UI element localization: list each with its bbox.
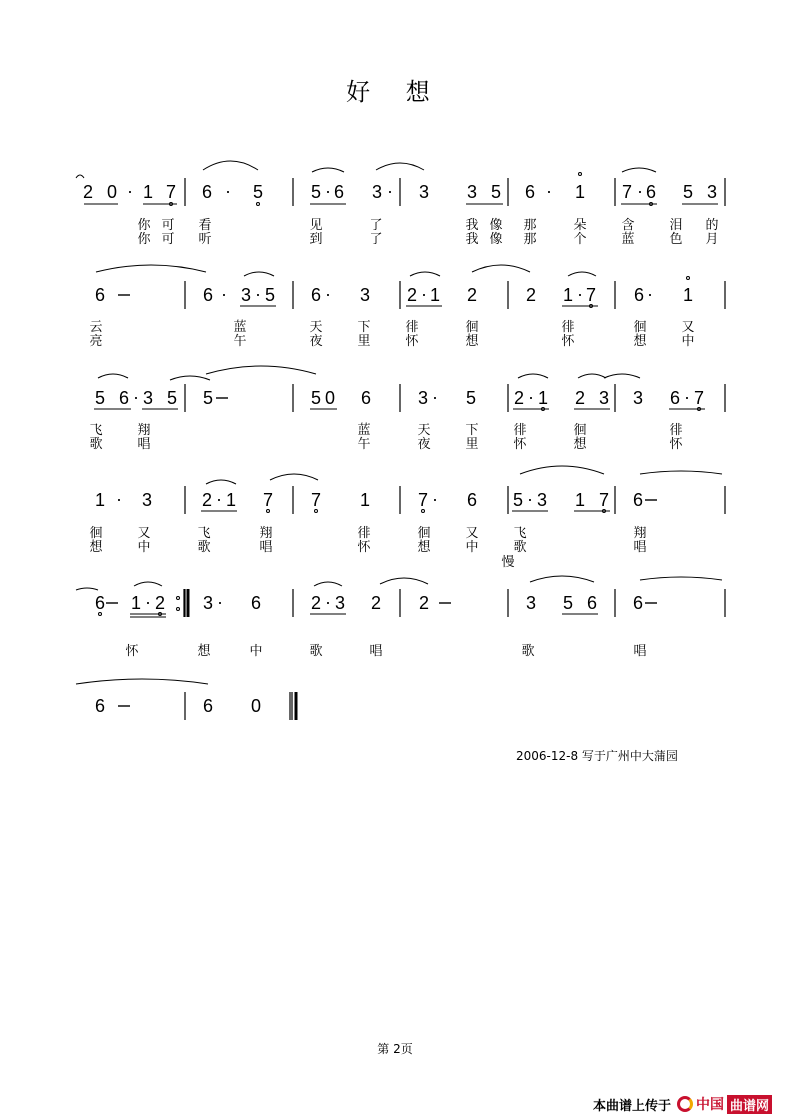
lyric-syllable: 你 (137, 218, 151, 233)
lyric-syllable: 想 (417, 540, 431, 555)
slur (96, 265, 206, 272)
lyric-syllable: 徊 (417, 526, 431, 541)
slur (568, 272, 596, 276)
note-digit: 2 (466, 285, 478, 305)
slur (76, 175, 84, 178)
upload-text: 本曲谱上传于 (592, 1098, 671, 1114)
lyric-syllable: 又 (137, 526, 151, 541)
note-digit: 3 (525, 593, 537, 613)
duration-dot: · (221, 284, 227, 304)
note-digit: 6 (586, 593, 598, 613)
note-digit: 5 (94, 388, 106, 408)
lyric-syllable: 里 (465, 437, 479, 452)
lyric-syllable: 唱 (633, 540, 647, 555)
note-digit: 6 (201, 182, 213, 202)
note-digit: 6 (310, 285, 322, 305)
slur (76, 679, 208, 684)
lyric-syllable: 歌 (309, 644, 323, 659)
note-digits (83, 181, 717, 716)
site-logo[interactable] (677, 1094, 772, 1114)
lyric-syllable: 想 (573, 437, 587, 452)
lyric-syllable: 蓝 (357, 423, 371, 438)
duration-dot: · (116, 489, 122, 509)
lyric-syllable: 怀 (669, 437, 683, 452)
note-digit: 7 (165, 182, 177, 202)
slur (312, 168, 344, 172)
lyric-syllable: 徘 (561, 320, 575, 335)
slur (206, 366, 316, 374)
lyric-syllable: 中 (465, 540, 479, 555)
note-digit: 3 (371, 182, 383, 202)
note-digit: 7 (585, 285, 597, 305)
note-digit: 7 (693, 388, 705, 408)
note-digit: 1 (562, 285, 574, 305)
upload-credit (593, 1094, 772, 1114)
slur (203, 161, 258, 170)
octave-dot (422, 510, 425, 513)
logo-text-site: 曲谱网 (727, 1095, 772, 1114)
octave-dot (315, 510, 318, 513)
lyric-syllable: 徘 (669, 423, 683, 438)
lyric-syllable: 天 (417, 423, 431, 438)
note-digit: 3 (418, 182, 430, 202)
note-digit: 1 (130, 593, 142, 613)
slur (270, 474, 318, 480)
duration-dot: · (684, 387, 690, 407)
slur (380, 578, 428, 584)
lyric-syllable: 可 (161, 218, 175, 233)
lyric-syllable: 下 (465, 423, 479, 438)
duration-dot: · (133, 387, 139, 407)
duration-dot: · (325, 181, 331, 201)
duration-dot: · (577, 284, 583, 304)
note-digit: 3 (359, 285, 371, 305)
duration-dot: · (528, 387, 534, 407)
note-digit: 7 (417, 490, 429, 510)
lyric-syllable: 蓝 (621, 232, 635, 247)
note-digit: 3 (202, 593, 214, 613)
lyric-syllable: 想 (197, 644, 211, 659)
note-digit: 6 (118, 388, 130, 408)
lyric-syllable: 中 (681, 334, 695, 349)
lyric-syllable: 唱 (137, 437, 151, 452)
lyric-syllable: 到 (309, 232, 323, 247)
lyric-syllable: 徊 (89, 526, 103, 541)
date-note: 2006-12-8 写于广州中大蒲园 (516, 749, 678, 763)
slur (134, 582, 162, 586)
lyric-syllable: 我 (465, 232, 479, 247)
lyric-syllable: 夜 (417, 437, 431, 452)
duration-dot: · (432, 387, 438, 407)
note-digit: 5 (562, 593, 574, 613)
lyric-syllable: 徊 (465, 320, 479, 335)
barlines (84, 178, 725, 720)
octave-dot (687, 277, 690, 280)
slur (578, 374, 606, 378)
slur (520, 466, 604, 474)
note-digit: 6 (633, 285, 645, 305)
lyric-syllable: 看 (198, 218, 212, 233)
note-digit: 3 (632, 388, 644, 408)
note-digit: 1 (142, 182, 154, 202)
note-digit: 5 (264, 285, 276, 305)
lyric-syllable: 泪 (669, 218, 683, 233)
note-digit: 6 (632, 593, 644, 613)
note-digit: 0 (250, 696, 262, 716)
slur (314, 582, 342, 586)
lyric-syllable: 徘 (405, 320, 419, 335)
note-digit: 6 (94, 285, 106, 305)
lyric-syllable: 中 (249, 644, 263, 659)
note-digit: 6 (524, 182, 536, 202)
lyric-syllable: 怀 (405, 334, 419, 349)
lyric-syllable: 徘 (357, 526, 371, 541)
note-digit: 2 (82, 182, 94, 202)
slur (604, 374, 640, 378)
duration-dot: · (325, 592, 331, 612)
slur (472, 265, 530, 272)
lyric-syllable: 徘 (513, 423, 527, 438)
note-digit: 6 (250, 593, 262, 613)
duration-dot: · (225, 181, 231, 201)
duration-dot: · (647, 284, 653, 304)
note-digit: 6 (466, 490, 478, 510)
note-digit: 6 (632, 490, 644, 510)
note-digit: 2 (201, 490, 213, 510)
note-digit: 3 (536, 490, 548, 510)
slur (530, 576, 594, 582)
lyric-syllable: 像 (489, 218, 503, 233)
slur (640, 471, 722, 474)
lyric-syllable: 想 (465, 334, 479, 349)
note-digit: 3 (334, 593, 346, 613)
slur (518, 374, 548, 378)
lyric-syllable: 像 (489, 232, 503, 247)
duration-dot: · (421, 284, 427, 304)
lyric-syllable: 唱 (633, 644, 647, 659)
note-digit: 1 (537, 388, 549, 408)
lyric-syllable: 想 (89, 540, 103, 555)
tempo-marking-slow: 慢 (501, 555, 515, 570)
lyric-syllable: 怀 (561, 334, 575, 349)
lyric-syllable: 徊 (633, 320, 647, 335)
lyric-syllable: 飞 (513, 526, 527, 541)
lyric-syllable: 见 (309, 218, 323, 233)
lyric-syllable: 怀 (357, 540, 371, 555)
note-digit: 5 (490, 182, 502, 202)
note-digit: 5 (310, 388, 322, 408)
note-digit: 1 (574, 182, 586, 202)
note-digit: 6 (202, 285, 214, 305)
note-digit: 6 (645, 182, 657, 202)
lyric-syllable: 蓝 (233, 320, 247, 335)
note-digit: 3 (417, 388, 429, 408)
duration-dot: · (216, 489, 222, 509)
note-digit: 6 (94, 593, 106, 613)
lyric-syllable: 天 (309, 320, 323, 335)
note-digit: 3 (466, 182, 478, 202)
octave-dot (257, 203, 260, 206)
repeat-dot (177, 597, 180, 600)
lyric-syllable: 歌 (521, 644, 535, 659)
note-digit: 3 (240, 285, 252, 305)
note-digit: 1 (359, 490, 371, 510)
lyric-syllable: 亮 (89, 334, 103, 349)
note-digit: 0 (106, 182, 118, 202)
note-digit: 1 (225, 490, 237, 510)
lyric-syllable: 你 (137, 232, 151, 247)
lyric-syllable: 飞 (89, 423, 103, 438)
note-digit: 2 (525, 285, 537, 305)
note-digit: 6 (333, 182, 345, 202)
note-digit: 5 (202, 388, 214, 408)
lyric-syllable: 夜 (309, 334, 323, 349)
note-digit: 6 (669, 388, 681, 408)
lyric-syllable: 飞 (197, 526, 211, 541)
note-digit: 7 (621, 182, 633, 202)
lyric-syllable: 个 (573, 232, 587, 247)
lyric-syllable: 午 (357, 437, 371, 452)
duration-dot: · (432, 489, 438, 509)
repeat-dot (177, 608, 180, 611)
note-digit: 3 (706, 182, 718, 202)
note-digit: 3 (598, 388, 610, 408)
lyric-syllable: 翔 (137, 423, 151, 438)
lyric-syllable: 中 (137, 540, 151, 555)
lyric-syllable: 唱 (259, 540, 273, 555)
duration-dot: · (546, 181, 552, 201)
slur (410, 272, 440, 276)
lyric-syllable: 歌 (89, 437, 103, 452)
note-digit: 1 (574, 490, 586, 510)
lyric-syllable: 听 (198, 232, 212, 247)
lyric-syllable: 又 (681, 320, 695, 335)
slur (170, 376, 210, 380)
lyric-syllable: 歌 (197, 540, 211, 555)
lyric-syllable: 那 (523, 232, 537, 247)
duration-dot: · (217, 592, 223, 612)
song-title: 好 想 (346, 78, 444, 106)
lyric-syllable: 含 (621, 218, 635, 233)
note-digit: 3 (141, 490, 153, 510)
note-digit: 1 (682, 285, 694, 305)
lyric-syllable: 下 (357, 320, 371, 335)
lyric-syllable: 云 (89, 320, 103, 335)
duration-dot: · (527, 489, 533, 509)
lyric-syllable: 歌 (513, 540, 527, 555)
note-digit: 5 (682, 182, 694, 202)
duration-dot: · (387, 181, 393, 201)
lyric-syllable: 里 (357, 334, 371, 349)
lyric-syllable: 徊 (573, 423, 587, 438)
lyric-syllable: 我 (465, 218, 479, 233)
lyric-syllable: 翔 (633, 526, 647, 541)
lyric-syllable: 想 (633, 334, 647, 349)
lyric-syllable: 了 (369, 218, 383, 233)
octave-dot (99, 613, 102, 616)
lyric-syllable: 色 (669, 232, 683, 247)
note-digit: 5 (252, 182, 264, 202)
slur (206, 480, 236, 484)
note-digit: 1 (429, 285, 441, 305)
note-digit: 2 (513, 388, 525, 408)
note-digit: 6 (202, 696, 214, 716)
duration-dot: · (127, 181, 133, 201)
note-digit: 5 (166, 388, 178, 408)
duration-dot: · (145, 592, 151, 612)
lyric-syllable: 可 (161, 232, 175, 247)
note-digit: 1 (94, 490, 106, 510)
note-digit: 5 (310, 182, 322, 202)
duration-dot: · (325, 284, 331, 304)
lyric-syllable: 午 (233, 334, 247, 349)
logo-icon (677, 1096, 693, 1112)
note-digit: 2 (574, 388, 586, 408)
slur (376, 163, 424, 170)
lyric-syllable: 的 (705, 218, 719, 233)
note-digit: 7 (262, 490, 274, 510)
note-digit: 5 (465, 388, 477, 408)
slur (98, 374, 128, 378)
duration-dot: · (255, 284, 261, 304)
page-number: 第 2页 (377, 1042, 413, 1056)
octave-dot (579, 173, 582, 176)
lyric-syllable: 那 (523, 218, 537, 233)
slur (76, 588, 98, 590)
lyric-syllable: 又 (465, 526, 479, 541)
note-digit: 2 (310, 593, 322, 613)
note-digit: 2 (406, 285, 418, 305)
note-digit: 2 (418, 593, 430, 613)
lyric-syllable: 唱 (369, 644, 383, 659)
slur (244, 272, 274, 276)
slur (622, 168, 656, 172)
note-digit: 0 (324, 388, 336, 408)
note-digit: 3 (142, 388, 154, 408)
lyric-syllable: 翔 (259, 526, 273, 541)
note-digit: 2 (154, 593, 166, 613)
logo-text-cn: 中国 (695, 1097, 724, 1113)
lyric-syllable: 月 (705, 232, 719, 247)
duration-dot: · (637, 181, 643, 201)
note-digit: 5 (512, 490, 524, 510)
lyric-syllable: 了 (369, 232, 383, 247)
lyric-syllable: 朵 (573, 218, 587, 233)
note-digit: 2 (370, 593, 382, 613)
note-digit: 7 (598, 490, 610, 510)
octave-dot (267, 510, 270, 513)
slur (640, 577, 722, 580)
lyric-syllable: 怀 (513, 437, 527, 452)
note-digit: 6 (360, 388, 372, 408)
note-digit: 7 (310, 490, 322, 510)
note-digit: 6 (94, 696, 106, 716)
lyric-syllable: 怀 (125, 644, 139, 659)
